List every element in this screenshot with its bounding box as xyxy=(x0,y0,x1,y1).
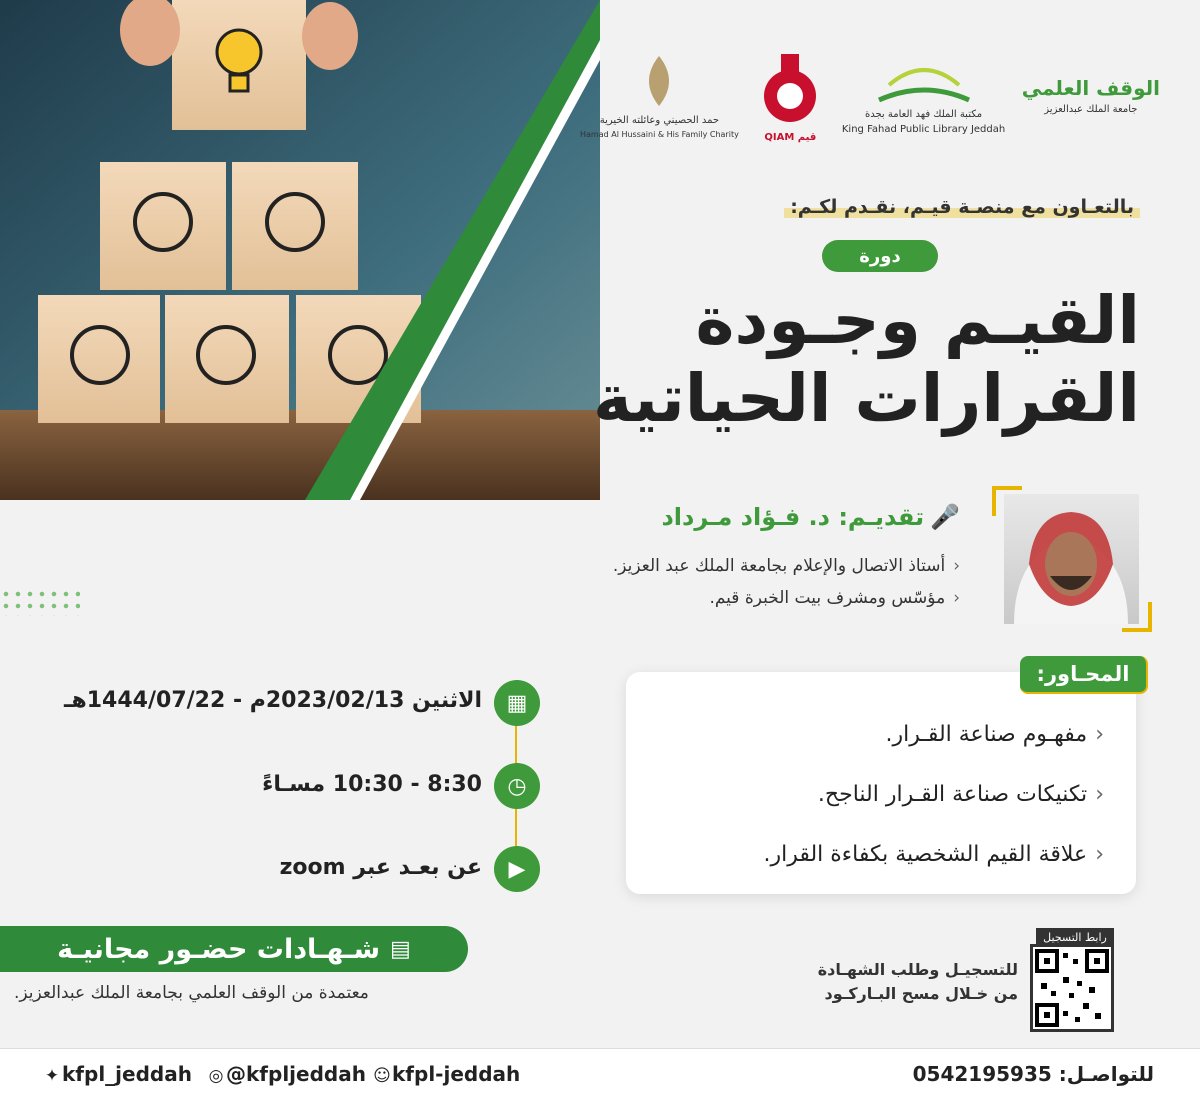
bio-text: مؤسّس ومشرف بيت الخبرة قيم. xyxy=(709,588,946,608)
hussaini-caption-en: Hamad Al Hussaini & His Family Charity xyxy=(580,130,739,139)
kfpl-logo xyxy=(842,55,1005,135)
waqf-wordmark: الوقف العلمي xyxy=(1021,75,1160,100)
presenter-photo xyxy=(1004,494,1139,624)
book-sunrise-icon xyxy=(869,55,979,105)
event-date: الاثنين 2023/02/13م - 1444/07/22هـ xyxy=(63,688,482,713)
qr-instruction-line: للتسجيـل وطلب الشهـادة xyxy=(817,960,1018,979)
snapchat-handle: kfpl-jeddah xyxy=(392,1062,521,1086)
qr-instructions xyxy=(818,958,1018,1006)
contact-phone[interactable] xyxy=(913,1062,1154,1086)
certificates-text: شـهـادات حضـور مجانيـة xyxy=(57,933,381,965)
intro-text: بالتعـاون مع منصـة قيـم، نقـدم لكـم: xyxy=(784,196,1140,218)
chevron-left-icon: ‹ xyxy=(953,588,960,608)
decorative-dots xyxy=(0,588,80,616)
flame-emblem-icon xyxy=(629,51,689,111)
axis-text: علاقة القيم الشخصية بكفاءة القرار. xyxy=(763,842,1088,867)
axis-item xyxy=(886,722,1105,747)
kfpl-caption-en: King Fahad Public Library Jeddah xyxy=(841,124,1006,135)
hussaini-charity-logo xyxy=(580,51,739,139)
axis-item xyxy=(818,782,1104,807)
qr-pattern xyxy=(1033,947,1111,1029)
qr-instruction-line: من خـلال مسح البـاركـود xyxy=(824,984,1018,1003)
bio-item xyxy=(709,588,960,608)
contact-text: للتواصـل: 0542195935 xyxy=(912,1062,1154,1086)
microphone-icon: 🎤 xyxy=(930,503,960,531)
event-time: 8:30 - 10:30 مسـاءً xyxy=(262,772,482,797)
axis-text: تكنيكات صناعة القـرار الناجح. xyxy=(817,782,1088,807)
calendar-icon: ▦ xyxy=(494,680,540,726)
chevron-left-icon: ‹ xyxy=(1095,782,1104,807)
event-place: عن بعـد عبر zoom xyxy=(279,855,482,880)
wooden-blocks-illustration xyxy=(0,0,600,500)
kau-waqf-logo xyxy=(1022,76,1160,115)
kfpl-caption-ar: مكتبة الملك فهد العامة بجدة xyxy=(864,109,983,120)
snapchat-link[interactable] xyxy=(372,1062,520,1086)
bio-item xyxy=(613,556,960,576)
course-tag: دورة xyxy=(822,240,938,272)
registration-qr-code[interactable] xyxy=(1030,944,1114,1032)
certificate-icon: ▤ xyxy=(390,936,411,962)
course-title xyxy=(520,282,1140,438)
instagram-link[interactable] xyxy=(206,1062,366,1086)
chevron-left-icon: ‹ xyxy=(1095,722,1104,747)
axis-text: مفهـوم صناعة القـرار. xyxy=(885,722,1088,747)
qiam-ar: قيم xyxy=(797,131,817,143)
video-camera-icon: ▶ xyxy=(494,846,540,892)
instagram-icon: ◎ xyxy=(208,1066,224,1086)
twitter-icon: ✦ xyxy=(44,1066,60,1086)
chevron-left-icon: ‹ xyxy=(1095,842,1104,867)
title-line-2: القرارات الحياتية xyxy=(593,359,1140,437)
qiam-emblem-icon xyxy=(755,48,825,128)
qiam-logo xyxy=(755,48,825,143)
axes-label: المحـاور: xyxy=(1020,656,1148,694)
twitter-handle: kfpl_jeddah xyxy=(62,1062,192,1086)
hussaini-caption-ar: حمد الحصيني وعائلته الخيرية xyxy=(599,115,720,126)
certificates-banner xyxy=(0,926,468,972)
kau-caption: جامعة الملك عبدالعزيز xyxy=(1044,103,1138,115)
presenter-photo-frame xyxy=(992,486,1152,632)
certificates-subtext: معتمدة من الوقف العلمي بجامعة الملك عبدالعزيز. xyxy=(14,983,369,1003)
title-line-1: القيـم وجـودة xyxy=(695,282,1140,359)
bio-text: أستاذ الاتصال والإعلام بجامعة الملك عبد العزيز. xyxy=(612,556,946,576)
presenter-portrait xyxy=(1004,494,1139,624)
snapchat-icon: ☺ xyxy=(373,1066,391,1086)
qiam-caption xyxy=(764,132,816,143)
qiam-en: QIAM xyxy=(764,131,795,143)
presenter-text: تقديـم: د. فـؤاد مـرداد xyxy=(661,503,925,531)
twitter-link[interactable] xyxy=(42,1062,192,1086)
chevron-left-icon: ‹ xyxy=(953,556,960,576)
clock-icon: ◷ xyxy=(494,763,540,809)
partner-logos xyxy=(580,30,1160,160)
instagram-handle: @kfpljeddah xyxy=(226,1062,366,1086)
hero-image xyxy=(0,0,600,500)
qr-label: رابط التسجيل xyxy=(1036,928,1114,946)
presenter-name xyxy=(661,503,960,531)
axis-item xyxy=(763,842,1104,867)
